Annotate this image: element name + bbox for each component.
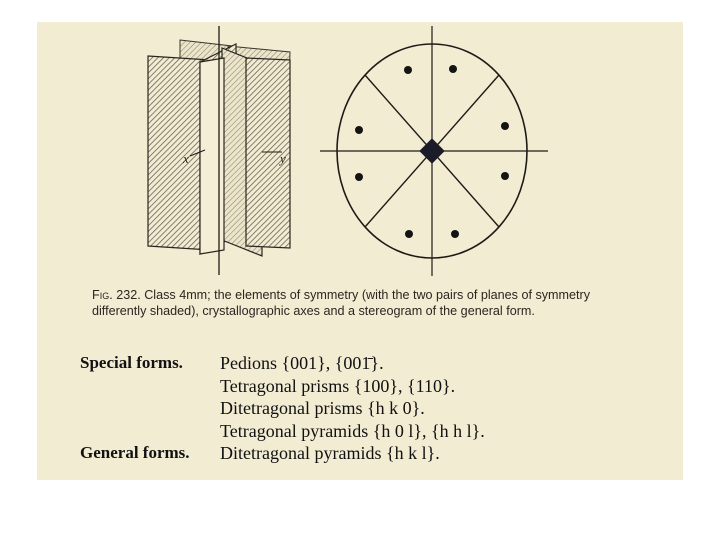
- pole-dot: [355, 126, 363, 134]
- special-forms-row: [80, 420, 640, 443]
- y-axis-label: y: [280, 151, 286, 166]
- forms-list: [80, 352, 640, 465]
- x-axis-label: x: [183, 151, 189, 166]
- pole-dot: [501, 122, 509, 130]
- special-forms-row: [80, 375, 640, 398]
- pole-dot: [449, 65, 457, 73]
- special-forms-row: [80, 397, 640, 420]
- special-form-item: Tetragonal prisms {100}, {110}.: [220, 375, 456, 396]
- symmetry-planes-drawing: [148, 26, 290, 275]
- pole-dot: [404, 66, 412, 74]
- tetrad-axis-symbol: [420, 139, 444, 163]
- special-form-item: Pedions {001}, {001̄}.: [220, 353, 384, 373]
- pole-dot: [405, 230, 413, 238]
- stereogram: [320, 26, 548, 276]
- special-forms-row: [80, 352, 640, 375]
- pole-dot: [501, 172, 509, 180]
- figure-caption-text: Class 4mm; the elements of symmetry (with the two pairs of planes of symmetry differently shaded), crystallographic axes and a stereogram of the general form.: [92, 288, 591, 318]
- pole-dot: [355, 173, 363, 181]
- general-forms-heading: General forms.: [80, 443, 190, 462]
- figure-caption: [92, 287, 612, 319]
- special-form-item: Ditetragonal prisms {h k 0}.: [220, 398, 425, 418]
- special-form-item: Tetragonal pyramids {h 0 l}, {h h l}.: [220, 420, 485, 441]
- special-forms-heading: Special forms.: [80, 353, 183, 372]
- figure-caption-label: Fig. 232.: [92, 288, 141, 302]
- general-form-item: Ditetragonal pyramids {h k l}.: [220, 443, 440, 463]
- pole-dot: [451, 230, 459, 238]
- plane-front-center: [200, 58, 224, 254]
- general-forms-row: [80, 442, 640, 465]
